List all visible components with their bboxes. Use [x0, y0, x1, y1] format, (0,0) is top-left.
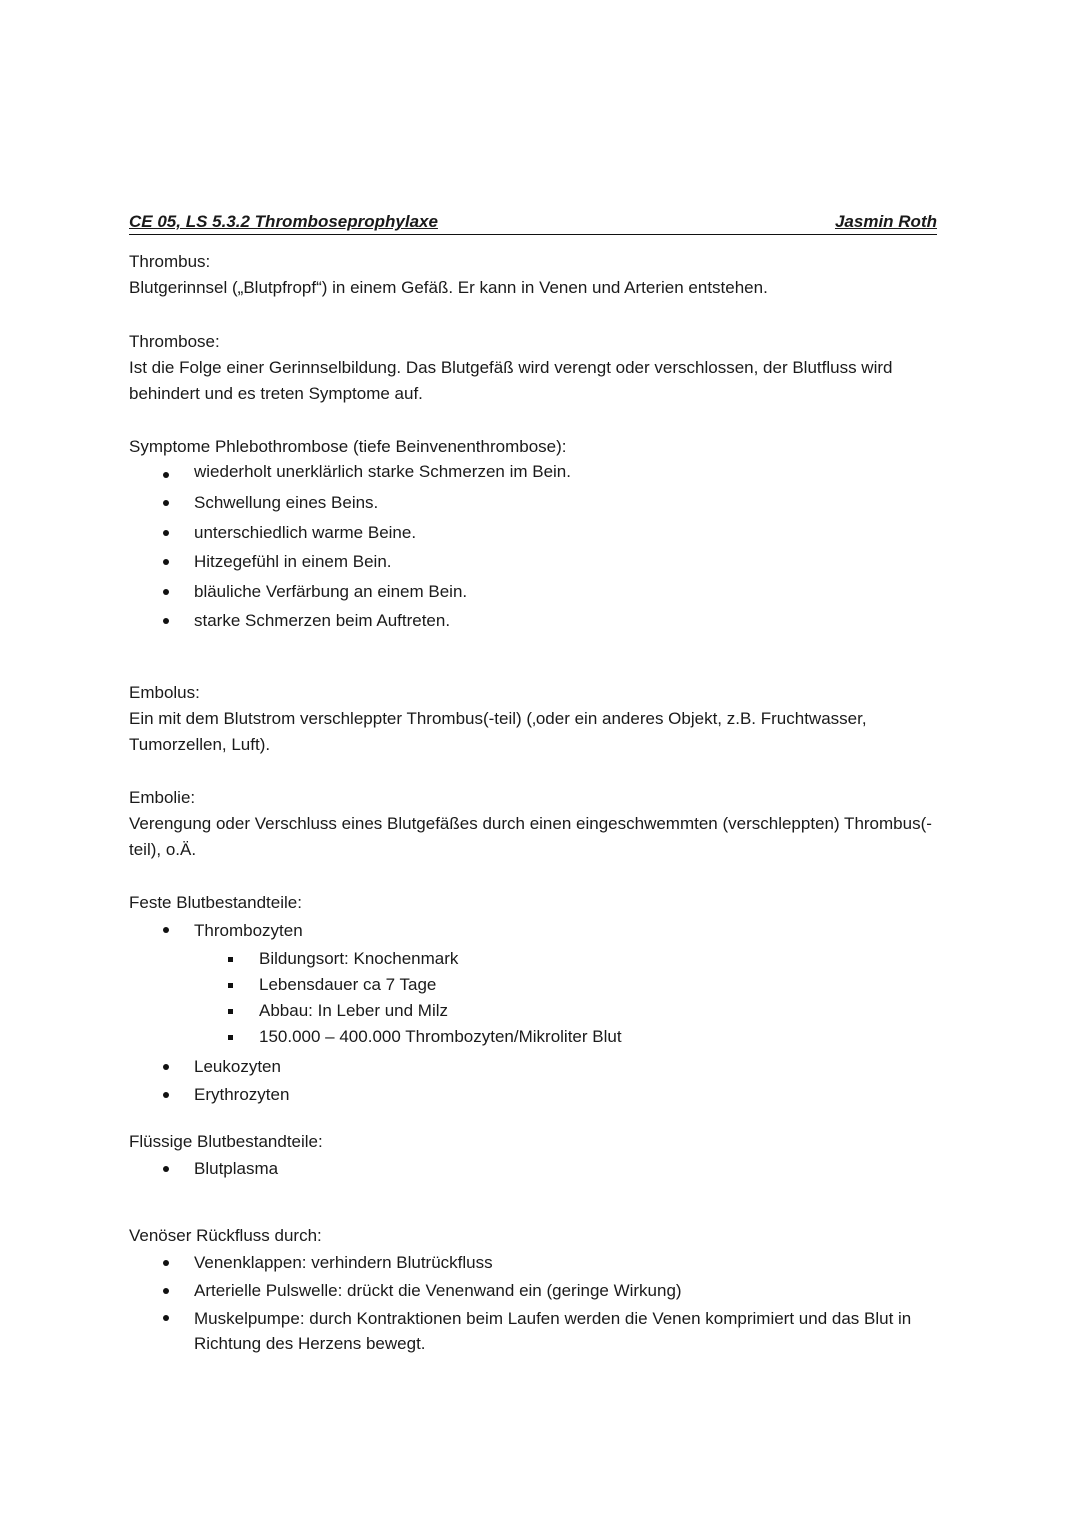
list-item: Arterielle Pulswelle: drückt die Venenwand ein (geringe Wirkung) [129, 1277, 959, 1305]
list-item: Hitzegefühl in einem Bein. [129, 547, 959, 577]
liquid-components-list [129, 1155, 959, 1183]
list-item: Blutplasma [129, 1155, 959, 1183]
section-thrombus [129, 249, 959, 301]
section-embolie [129, 785, 959, 863]
list-item: wiederholt unerklärlich starke Schmerzen im Bein. [129, 460, 959, 484]
list-item: Muskelpumpe: durch Kontraktionen beim Laufen werden die Venen komprimiert und das Blut in Richtung des Herzens bewegt. [129, 1304, 959, 1356]
list-item: Erythrozyten [129, 1081, 959, 1109]
document-title: CE 05, LS 5.3.2 Thromboseprophylaxe [129, 212, 438, 231]
sub-list-item: Abbau: In Leber und Milz [129, 998, 959, 1024]
section-symptome [129, 434, 959, 636]
list-item: Leukozyten [129, 1053, 959, 1081]
list-item: Venenklappen: verhindern Blutrückfluss [129, 1249, 959, 1277]
document-header [129, 210, 937, 235]
sub-list-item: Lebensdauer ca 7 Tage [129, 972, 959, 998]
section-heading: Venöser Rückfluss durch: [129, 1226, 322, 1245]
section-feste-blutbestandteile [129, 890, 959, 1108]
section-heading: Flüssige Blutbestandteile: [129, 1132, 323, 1151]
section-heading: Embolus: [129, 683, 200, 702]
list-item: Thrombozyten [129, 916, 959, 946]
list-item: bläuliche Verfärbung an einem Bein. [129, 577, 959, 607]
solid-components-list [129, 916, 959, 946]
sub-list-item: 150.000 – 400.000 Thrombozyten/Mikroliter Blut [129, 1024, 959, 1050]
section-fluessige-blutbestandteile [129, 1129, 959, 1183]
sub-list-item: Bildungsort: Knochenmark [129, 946, 959, 972]
list-item: unterschiedlich warme Beine. [129, 518, 959, 548]
section-heading: Thrombus: [129, 252, 211, 271]
section-heading: Thrombose: [129, 332, 220, 351]
section-thrombose [129, 329, 959, 407]
section-heading: Feste Blutbestandteile: [129, 893, 302, 912]
thrombozyten-detail-list [129, 946, 959, 1050]
section-text: Blutgerinnsel („Blutpfropf“) in einem Gefäß. Er kann in Venen und Arterien entstehen. [129, 278, 768, 297]
section-heading: Symptome Phlebothrombose (tiefe Beinvenenthrombose): [129, 437, 567, 456]
section-text: Verengung oder Verschluss eines Blutgefäßes durch einen eingeschwemmten (verschleppten) Thrombus(-teil), o.Ä. [129, 814, 932, 859]
document-author: Jasmin Roth [834, 212, 937, 231]
section-venoeser-rueckfluss [129, 1223, 959, 1356]
section-embolus [129, 680, 959, 758]
section-text: Ein mit dem Blutstrom verschleppter Thrombus(-teil) (‚oder ein anderes Objekt, z.B. Fruchtwasser, Tumorzellen, Luft). [129, 709, 867, 754]
symptom-list [129, 460, 959, 636]
list-item: Schwellung eines Beins. [129, 488, 959, 518]
solid-components-list-rest [129, 1053, 959, 1108]
section-heading: Embolie: [129, 788, 196, 807]
venous-return-list [129, 1249, 959, 1356]
list-item: starke Schmerzen beim Auftreten. [129, 606, 959, 636]
section-text: Ist die Folge einer Gerinnselbildung. Das Blutgefäß wird verengt oder verschlossen, der Blutfluss wird behindert und es treten Symptome auf. [129, 358, 893, 403]
